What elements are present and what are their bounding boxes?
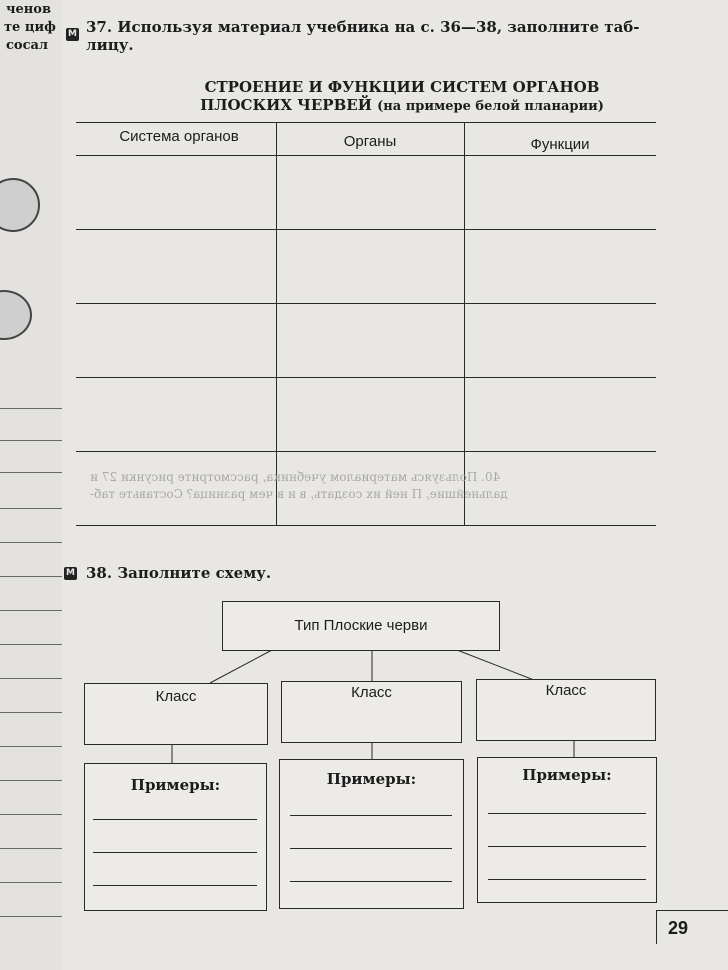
scheme-root-box [222, 601, 500, 651]
scheme-examples-box[interactable] [279, 759, 464, 909]
bleed-through-text: 40. Пользуясь материалом учебника, рассмотрите рисунки 27 и [90, 470, 501, 484]
answer-line[interactable] [93, 885, 257, 886]
answer-line[interactable] [488, 813, 646, 814]
left-page-rule [0, 882, 62, 883]
table-title-sub: (на примере белой планарии) [377, 99, 604, 114]
scheme-class-box[interactable] [84, 683, 268, 745]
page-number: 29 [668, 918, 689, 938]
task-38-marker-icon: М [64, 567, 77, 580]
table-header-systems: Система органов [119, 128, 239, 145]
left-page-illustration [0, 178, 40, 232]
answer-line[interactable] [93, 819, 257, 820]
left-page-fragment: те циф [4, 20, 56, 35]
table-header-functions: Функции [530, 136, 590, 153]
left-page-rule [0, 542, 62, 543]
left-page-rule [0, 814, 62, 815]
page-number-divider [656, 910, 657, 944]
task-37-text-line1: 37. Используя материал учебника на с. 36—38, заполните таб- [86, 18, 640, 36]
workbook-page [62, 0, 728, 970]
left-page-rule [0, 644, 62, 645]
scheme-root-label: Тип Плоские черви [294, 617, 428, 634]
task-37-marker-icon: М [66, 28, 79, 41]
left-page-rule [0, 576, 62, 577]
task-37-text-line2: лицу. [86, 36, 134, 54]
table-header-organs: Органы [343, 133, 397, 150]
left-page-rule [0, 440, 62, 441]
scheme-class-label: Класс [155, 688, 197, 705]
answer-line[interactable] [290, 815, 452, 816]
scheme-class-box[interactable] [476, 679, 656, 741]
left-page-rule [0, 848, 62, 849]
bleed-through-text: дальнейшие, П ней их создать, в и в чем разница? Составьте таб- [90, 487, 508, 501]
table-title-line1: СТРОЕНИЕ И ФУНКЦИИ СИСТЕМ ОРГАНОВ [204, 78, 600, 96]
scheme-examples-box[interactable] [477, 757, 657, 903]
answer-line[interactable] [488, 879, 646, 880]
page-number-rule [656, 910, 728, 911]
scheme-examples-label: Примеры: [130, 776, 221, 794]
task-38-text: 38. Заполните схему. [86, 564, 272, 582]
left-page-rule [0, 746, 62, 747]
left-page-rule [0, 916, 62, 917]
answer-line[interactable] [488, 846, 646, 847]
left-page-fragment: ченов [6, 2, 52, 17]
left-page-edge [0, 0, 63, 970]
left-page-rule [0, 780, 62, 781]
left-page-rule [0, 472, 62, 473]
table-title-main: ПЛОСКИХ ЧЕРВЕЙ [200, 96, 372, 114]
scheme-class-box[interactable] [281, 681, 462, 743]
scheme-examples-label: Примеры: [326, 770, 417, 788]
left-page-rule [0, 508, 62, 509]
answer-line[interactable] [93, 852, 257, 853]
scheme-examples-label: Примеры: [522, 766, 612, 784]
left-page-fragment: сосал [6, 38, 49, 53]
answer-line[interactable] [290, 881, 452, 882]
left-page-rule [0, 712, 62, 713]
scheme-class-label: Класс [351, 684, 392, 701]
left-page-rule [0, 408, 62, 409]
left-page-rule [0, 610, 62, 611]
answer-line[interactable] [290, 848, 452, 849]
left-page-rule [0, 678, 62, 679]
scheme-class-label: Класс [545, 682, 587, 699]
left-page-illustration [0, 290, 32, 340]
scheme-examples-box[interactable] [84, 763, 267, 911]
